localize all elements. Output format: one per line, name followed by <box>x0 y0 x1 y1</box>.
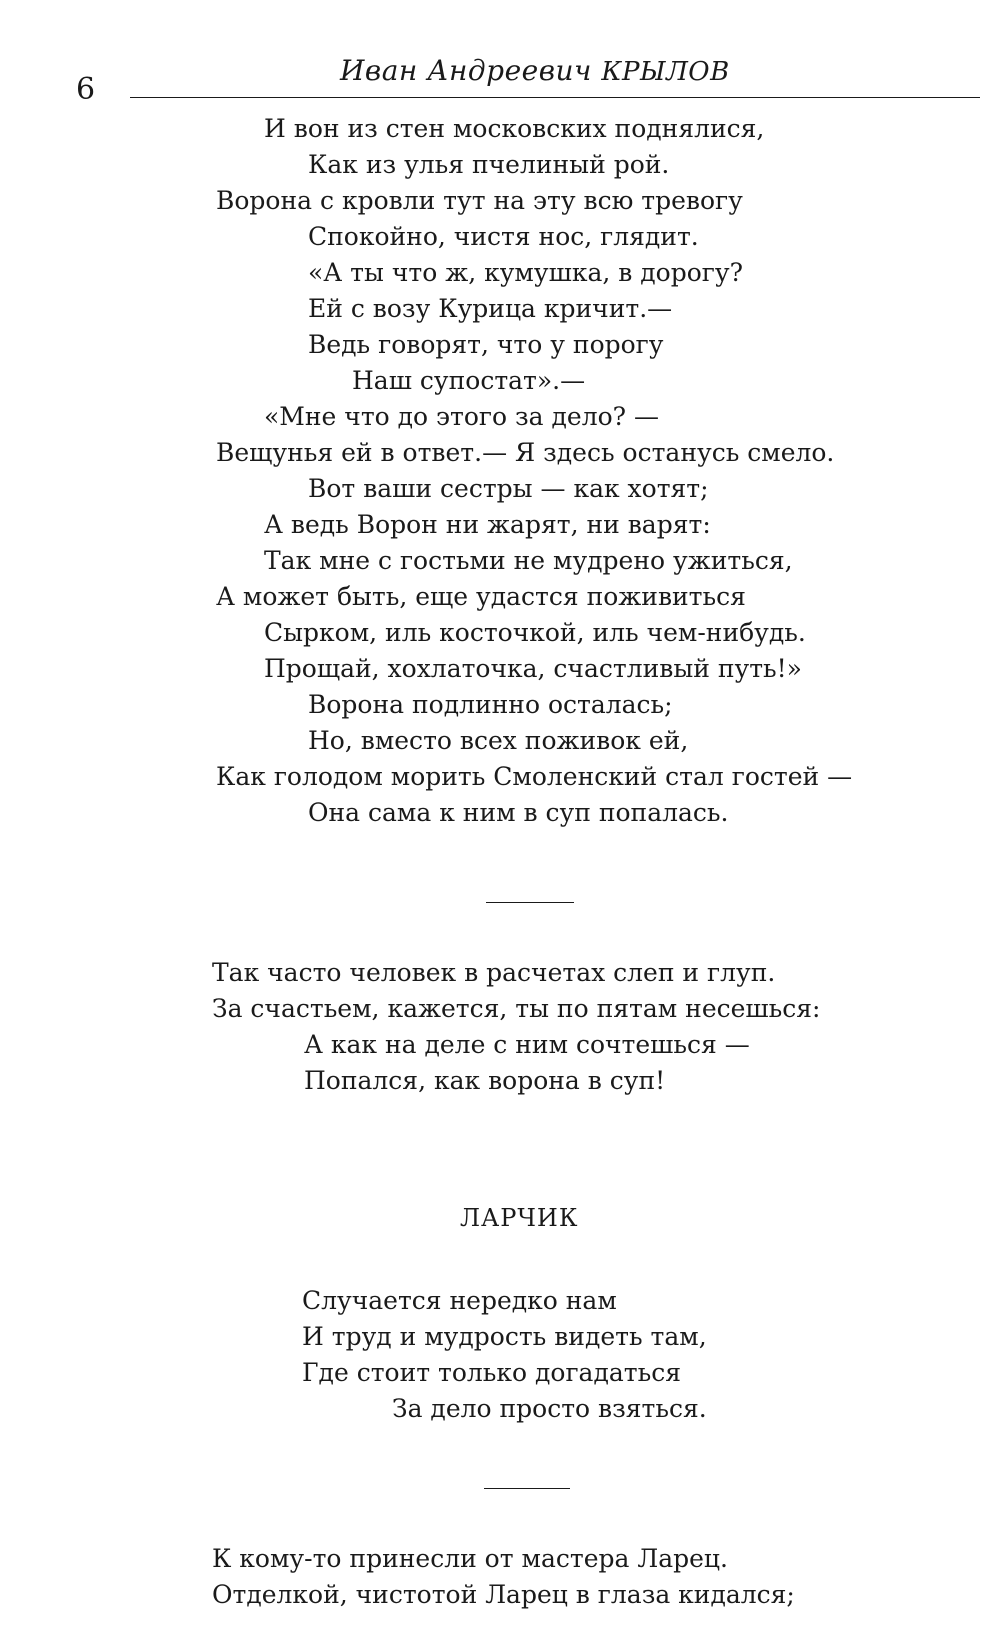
poem-line: Прощай, хохлаточка, счастливый путь!» <box>264 654 802 683</box>
poem-line: «А ты что ж, кумушка, в дорогу? <box>308 258 743 287</box>
poem-line: Так мне с гостьми не мудрено ужиться, <box>264 546 793 575</box>
poem-line: «Мне что до этого за дело? — <box>264 402 659 431</box>
poem-line: Ей с возу Курица кричит.— <box>308 294 673 323</box>
poem-line: И вон из стен московских поднялися, <box>264 114 765 143</box>
poem-line: Где стоит только догадаться <box>302 1358 681 1387</box>
poem-line: Вот ваши сестры — как хотят; <box>308 474 709 503</box>
poem-line: Как из улья пчелиный рой. <box>308 150 670 179</box>
poem-line: Наш супостат».— <box>352 366 586 395</box>
poem-line: А ведь Ворон ни жарят, ни варят: <box>264 510 711 539</box>
poem-line: Ворона подлинно осталась; <box>308 690 673 719</box>
poem-line: Отделкой, чистотой Ларец в глаза кидался; <box>212 1580 795 1609</box>
poem-line: Вещунья ей в ответ.— Я здесь останусь смело. <box>216 438 835 467</box>
poem-line: Ворона с кровли тут на эту всю тревогу <box>216 186 743 215</box>
header-rule <box>130 97 980 98</box>
poem-line: Как голодом морить Смоленский стал гостей — <box>216 762 853 791</box>
poem-line: За дело просто взяться. <box>392 1394 707 1423</box>
poem-line: А может быть, еще удастся поживиться <box>216 582 746 611</box>
poem-line: Сырком, иль косточкой, иль чем-нибудь. <box>264 618 806 647</box>
running-header <box>340 54 730 89</box>
moral-line: За счастьем, кажется, ты по пятам несешься: <box>212 994 821 1023</box>
poem-line: Случается нередко нам <box>302 1286 617 1315</box>
section-separator <box>486 902 574 903</box>
fable-title: ЛАРЧИК <box>460 1204 579 1232</box>
poem-line: Но, вместо всех поживок ей, <box>308 726 689 755</box>
poem-line: Ведь говорят, что у порогу <box>308 330 664 359</box>
poem-line: К кому-то принесли от мастера Ларец. <box>212 1544 728 1573</box>
poem-line: И труд и мудрость видеть там, <box>302 1322 707 1351</box>
section-separator <box>484 1488 570 1489</box>
author-surname: КРЫЛОВ <box>601 57 730 87</box>
author-name: Иван Андреевич <box>340 54 592 87</box>
page-number: 6 <box>76 72 96 107</box>
moral-line: А как на деле с ним сочтешься — <box>304 1030 750 1059</box>
moral-line: Попался, как ворона в суп! <box>304 1066 666 1095</box>
moral-line: Так часто человек в расчетах слеп и глуп. <box>212 958 776 987</box>
poem-line: Она сама к ним в суп попалась. <box>308 798 729 827</box>
poem-line: Спокойно, чистя нос, глядит. <box>308 222 699 251</box>
